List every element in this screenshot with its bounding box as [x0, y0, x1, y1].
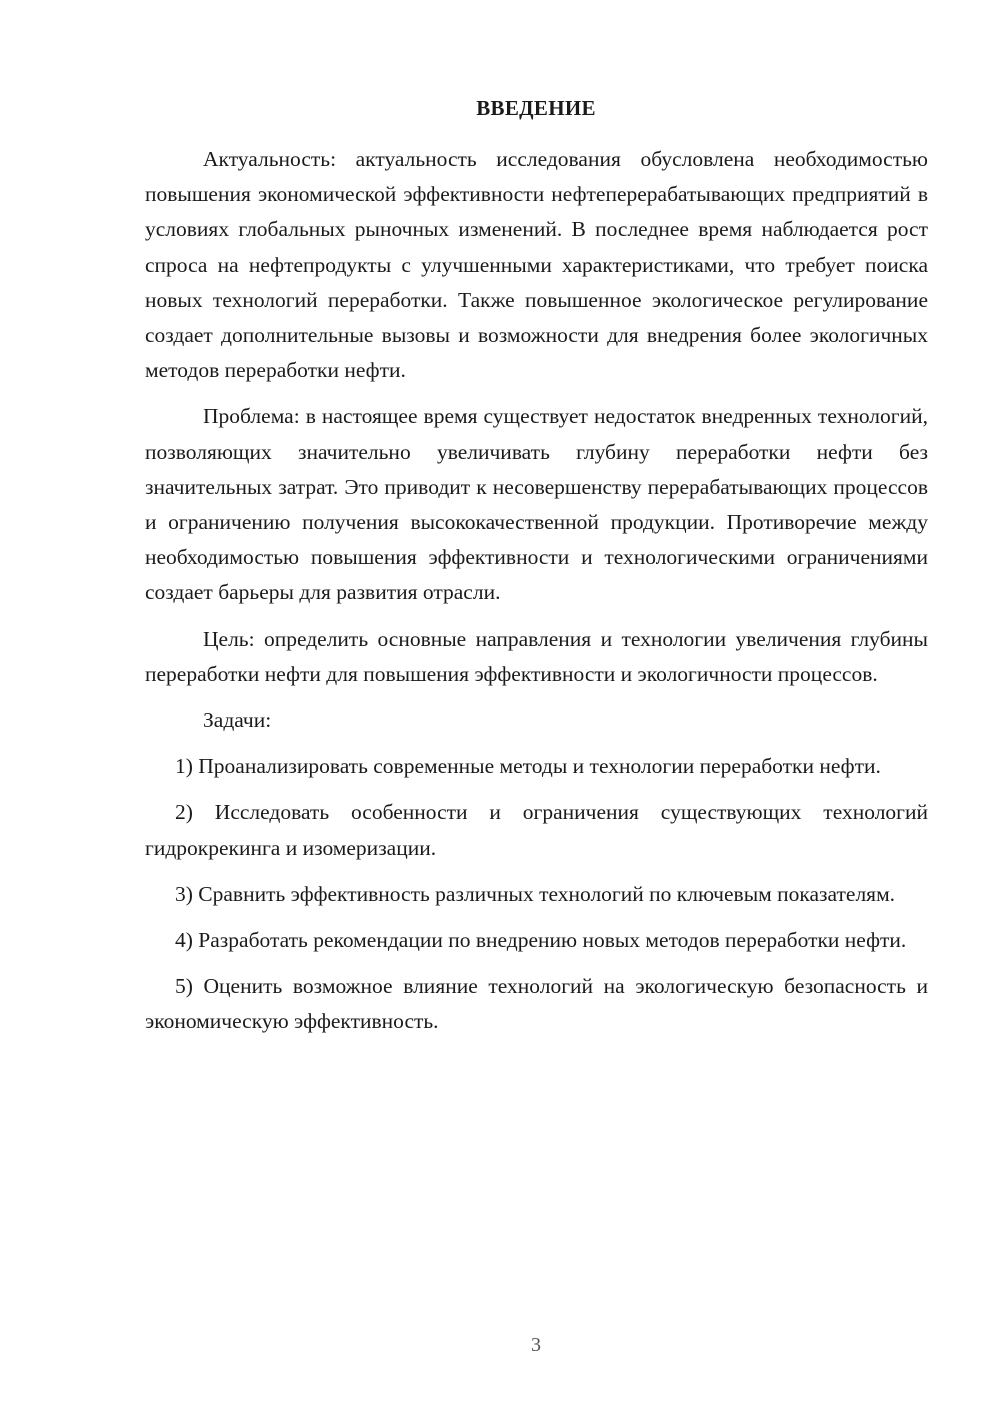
- task-item: 4) Разработать рекомендации по внедрению новых методов переработки нефти.: [175, 928, 907, 953]
- document-body: [145, 142, 928, 1040]
- tasks-list: [145, 749, 928, 1039]
- paragraph-relevance: Актуальность: актуальность исследования обусловлена необходимостью повышения экономической эффективности нефтеперерабатывающих предприятий в условиях глобальных рыночных изменений. В последнее время наблюдается рост спроса на нефтепродукты с улучшенными характеристиками, что требует поиска новых технологий переработки. Также повышенное экологическое регулирование создает дополнительные вызовы и возможности для внедрения более экологичных методов переработки нефти.: [145, 147, 928, 383]
- page-number: 3: [531, 1334, 541, 1356]
- page-title: ВВЕДЕНИЕ: [476, 96, 596, 120]
- paragraph-goal: Цель: определить основные направления и технологии увеличения глубины переработки нефти для повышения эффективности и экологичности процессов.: [145, 626, 928, 686]
- task-item: 5) Оценить возможное влияние технологий на экологическую безопасность и экономическую эффективность.: [145, 974, 928, 1034]
- task-item: 3) Сравнить эффективность различных технологий по ключевым показателям.: [175, 881, 896, 906]
- task-item: 2) Исследовать особенности и ограничения существующих технологий гидрокрекинга и изомеризации.: [145, 800, 928, 860]
- tasks-heading: Задачи:: [203, 708, 272, 733]
- task-item: 1) Проанализировать современные методы и технологии переработки нефти.: [175, 754, 881, 779]
- paragraph-problem: Проблема: в настоящее время существует недостаток внедренных технологий, позволяющих значительно увеличивать глубину переработки нефти без значительных затрат. Это приводит к несовершенству перерабатывающих процессов и ограничению получения высококачественной продукции. Противоречие между необходимостью повышения эффективности и технологическими ограничениями создает барьеры для развития отрасли.: [145, 404, 928, 605]
